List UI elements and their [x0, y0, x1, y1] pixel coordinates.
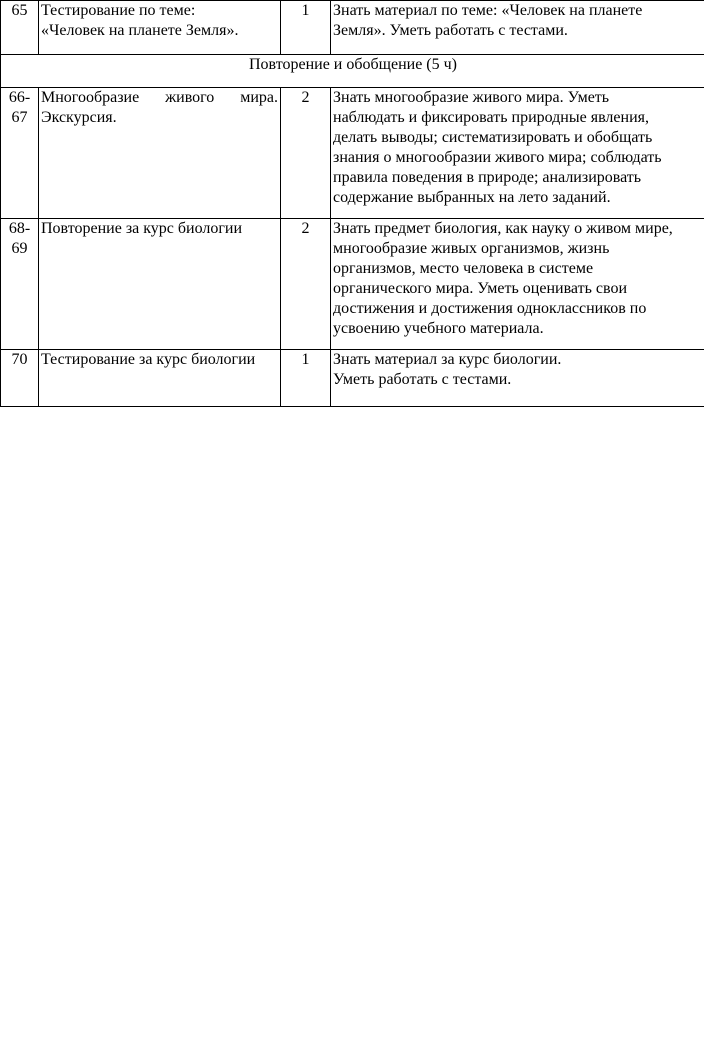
goal-line: знания о многообразии живого мира; соблюдать	[333, 149, 662, 166]
lesson-number	[1, 88, 39, 219]
lesson-topic	[39, 1, 281, 55]
goal-line: усвоению учебного материала.	[333, 320, 544, 337]
lesson-number-part: 67	[11, 109, 28, 126]
section-title: Повторение и обобщение (5 ч)	[1, 55, 704, 88]
goal-line: органического мира. Уметь оценивать свои	[333, 280, 628, 297]
goal-line: правила поведения в природе; анализировать	[333, 169, 642, 186]
lesson-number: 65	[1, 1, 39, 55]
topic-line: Тестирование по теме:	[41, 2, 196, 19]
lesson-number: 70	[1, 350, 39, 407]
lesson-goals	[331, 88, 704, 219]
table-row	[1, 350, 704, 407]
topic-line: «Человек на планете Земля».	[41, 22, 239, 39]
goal-line: наблюдать и фиксировать природные явления,	[333, 109, 649, 126]
lesson-number-part: 69	[11, 240, 28, 257]
goal-line: Земля». Уметь работать с тестами.	[333, 22, 568, 39]
lesson-number-part: 68-	[8, 220, 31, 237]
lesson-plan-table	[0, 0, 704, 407]
goal-line: Знать материал за курс биологии.	[333, 351, 562, 368]
goal-line: делать выводы; систематизировать и обобщать	[333, 129, 653, 146]
goal-line: содержание выбранных на лето заданий.	[333, 189, 611, 206]
lesson-goals	[331, 219, 704, 350]
lesson-topic: Многообразие живого мира. Экскурсия.	[39, 88, 281, 219]
section-row	[1, 55, 704, 88]
lesson-hours: 1	[281, 350, 331, 407]
table-row	[1, 1, 704, 55]
goal-line: Знать предмет биология, как науку о живом мире,	[333, 220, 673, 237]
lesson-hours: 2	[281, 88, 331, 219]
goal-line: Знать многообразие живого мира. Уметь	[333, 89, 610, 106]
lesson-goals	[331, 350, 704, 407]
goal-line: Знать материал по теме: «Человек на планете	[333, 2, 643, 19]
lesson-number-part: 66-	[8, 89, 31, 106]
lesson-hours: 2	[281, 219, 331, 350]
goal-line: достижения и достижения одноклассников по	[333, 300, 647, 317]
lesson-hours: 1	[281, 1, 331, 55]
lesson-topic: Тестирование за курс биологии	[39, 350, 281, 407]
goal-line: организмов, место человека в системе	[333, 260, 594, 277]
goal-line: многообразие живых организмов, жизнь	[333, 240, 610, 257]
table-row	[1, 219, 704, 350]
lesson-number	[1, 219, 39, 350]
goal-line: Уметь работать с тестами.	[333, 371, 512, 388]
table-row	[1, 88, 704, 219]
lesson-topic: Повторение за курс биологии	[39, 219, 281, 350]
lesson-goals	[331, 1, 704, 55]
